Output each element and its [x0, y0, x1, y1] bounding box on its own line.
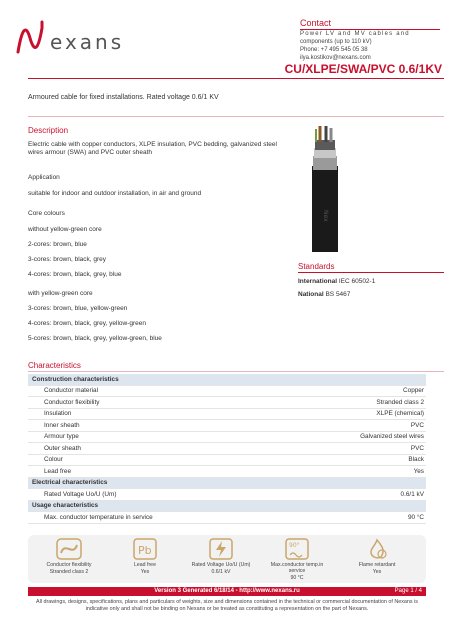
- header-divider: [28, 78, 444, 79]
- row-value: Copper: [403, 387, 424, 395]
- icon-caption: Lead free: [134, 562, 156, 568]
- contact-email[interactable]: ilya.kostikov@nexans.com: [300, 55, 371, 61]
- product-title: CU/XLPE/SWA/PVC 0.6/1KV: [284, 62, 442, 76]
- characteristics-table: [28, 374, 426, 524]
- icon-caption: 0.6/1 kV: [211, 569, 231, 575]
- core-colour-item: 2-cores: brown, blue: [28, 241, 87, 248]
- table-row: [28, 409, 426, 421]
- temperature-icon-graphic: [283, 537, 311, 561]
- icon-caption: Flame retardant: [358, 562, 396, 568]
- contact-title: Contact: [300, 18, 440, 30]
- table-row: [28, 489, 426, 501]
- logo-text: exans: [50, 30, 125, 54]
- lead-free-icon: [110, 537, 180, 575]
- row-label: Insulation: [44, 410, 72, 418]
- section-divider: [28, 116, 444, 117]
- footer-bar: [28, 587, 426, 596]
- row-value: Stranded class 2: [376, 398, 424, 406]
- table-row: [28, 512, 426, 524]
- row-label: Inner sheath: [44, 421, 80, 429]
- row-label: Max. conductor temperature in service: [44, 513, 153, 521]
- page-number: Page 1 / 4: [394, 588, 422, 594]
- description-text: Electric cable with copper conductors, XLPE insulation, PVC bedding, galvanized steel wires armour (SWA) and PVC outer sheath: [28, 141, 277, 156]
- table-row: [28, 455, 426, 467]
- row-label: Conductor material: [44, 387, 98, 395]
- conductor-flexibility-icon-graphic: [55, 537, 83, 561]
- characteristics-title: Characteristics: [28, 361, 81, 370]
- core-colours-without-label: without yellow-green core: [28, 226, 102, 233]
- icon-caption: Rated Voltage Uo/U (Um): [191, 562, 251, 568]
- row-label: Rated Voltage Uo/U (Um): [44, 490, 117, 498]
- icon-caption: Conductor flexibility: [46, 562, 92, 568]
- core-colour-item: 4-cores: brown, black, grey, blue: [28, 271, 122, 278]
- core-colours-title: Core colours: [28, 210, 65, 217]
- core-colour-item: 3-cores: brown, blue, yellow-green: [28, 305, 128, 312]
- contact-line: Power LV and MV cables and: [300, 31, 410, 37]
- rated-voltage-icon: [186, 537, 256, 575]
- standard-label: International: [298, 278, 338, 285]
- row-value: XLPE (chemical): [376, 410, 424, 418]
- standard-national: [298, 291, 350, 299]
- contact-box: [300, 18, 440, 62]
- row-value: PVC: [410, 444, 424, 452]
- row-value: PVC: [410, 421, 424, 429]
- conductor-flexibility-icon: [34, 537, 104, 575]
- table-row: [28, 386, 426, 398]
- application-title: Application: [28, 174, 60, 181]
- rated-voltage-icon-graphic: [207, 537, 235, 561]
- footer-version[interactable]: Version 3 Generated 6/18/14 - http://www.nexans.ru: [154, 588, 300, 594]
- icon-caption: Max.conductor temp.in service: [270, 562, 324, 574]
- cable-image: [298, 126, 350, 254]
- contact-phone: Phone: +7 495 545 05 38: [300, 47, 368, 53]
- row-value: Yes: [413, 467, 424, 475]
- disclaimer: All drawings, designs, specifications, plans and particulars of weights, size and dimensions contained in the technical or commercial documentation of Nexans is indicative only and shall not be binding on Nexans or be treated as constituting a representation on the part of Nexans.: [35, 599, 419, 612]
- table-row: [28, 443, 426, 455]
- row-label: Conductor flexibility: [44, 398, 100, 406]
- standard-value: BS 5467: [325, 291, 351, 298]
- standard-label: National: [298, 291, 324, 298]
- core-colour-item: 5-cores: brown, black, grey, yellow-green, blue: [28, 335, 162, 342]
- application-text: suitable for indoor and outdoor installation, in air and ground: [28, 190, 202, 197]
- lead-free-icon-graphic: [131, 537, 159, 561]
- icon-caption: 90 °C: [290, 575, 304, 581]
- product-subtitle: Armoured cable for fixed installations. Rated voltage 0.6/1 KV: [28, 94, 219, 101]
- temperature-symbol: 90°: [289, 542, 300, 549]
- row-value: 0.6/1 kV: [400, 490, 424, 498]
- contact-line: components (up to 110 kV): [300, 39, 372, 45]
- row-value: Galvanized steel wires: [360, 433, 424, 441]
- standard-international: [298, 278, 375, 286]
- temperature-icon: [262, 537, 332, 581]
- table-group-header: Construction characteristics: [28, 374, 426, 386]
- standard-value: IEC 60502-1: [338, 278, 376, 285]
- nexans-logo: [14, 18, 134, 58]
- table-row: [28, 432, 426, 444]
- core-colours-with-label: with yellow-green core: [28, 290, 93, 297]
- core-colour-item: 3-cores: brown, black, grey: [28, 256, 107, 263]
- lead-free-symbol: Pb: [138, 544, 152, 557]
- row-value: Black: [408, 456, 424, 464]
- row-label: Armour type: [44, 433, 79, 441]
- table-row: [28, 397, 426, 409]
- icon-caption: Yes: [140, 569, 150, 575]
- row-label: Lead free: [44, 467, 72, 475]
- table-row: [28, 420, 426, 432]
- table-group-header: Electrical characteristics: [28, 478, 426, 490]
- core-colour-item: 4-cores: brown, black, grey, yellow-green: [28, 320, 147, 327]
- table-row: [28, 466, 426, 478]
- row-label: Colour: [44, 456, 63, 464]
- row-label: Outer sheath: [44, 444, 81, 452]
- description-title: Description: [28, 126, 69, 135]
- icon-caption: Stranded class 2: [49, 569, 89, 575]
- nexans-n-mark: [14, 18, 54, 58]
- flame-retardant-icon-graphic: [363, 537, 391, 561]
- standards-title: Standards: [298, 262, 444, 273]
- flame-retardant-icon: [342, 537, 412, 575]
- row-value: 90 °C: [407, 513, 424, 521]
- feature-icons-strip: [28, 535, 426, 583]
- icon-caption: Yes: [372, 569, 382, 575]
- section-divider: [28, 371, 444, 372]
- svg-text:Nex: Nex: [322, 210, 329, 222]
- table-group-header: Usage characteristics: [28, 501, 426, 513]
